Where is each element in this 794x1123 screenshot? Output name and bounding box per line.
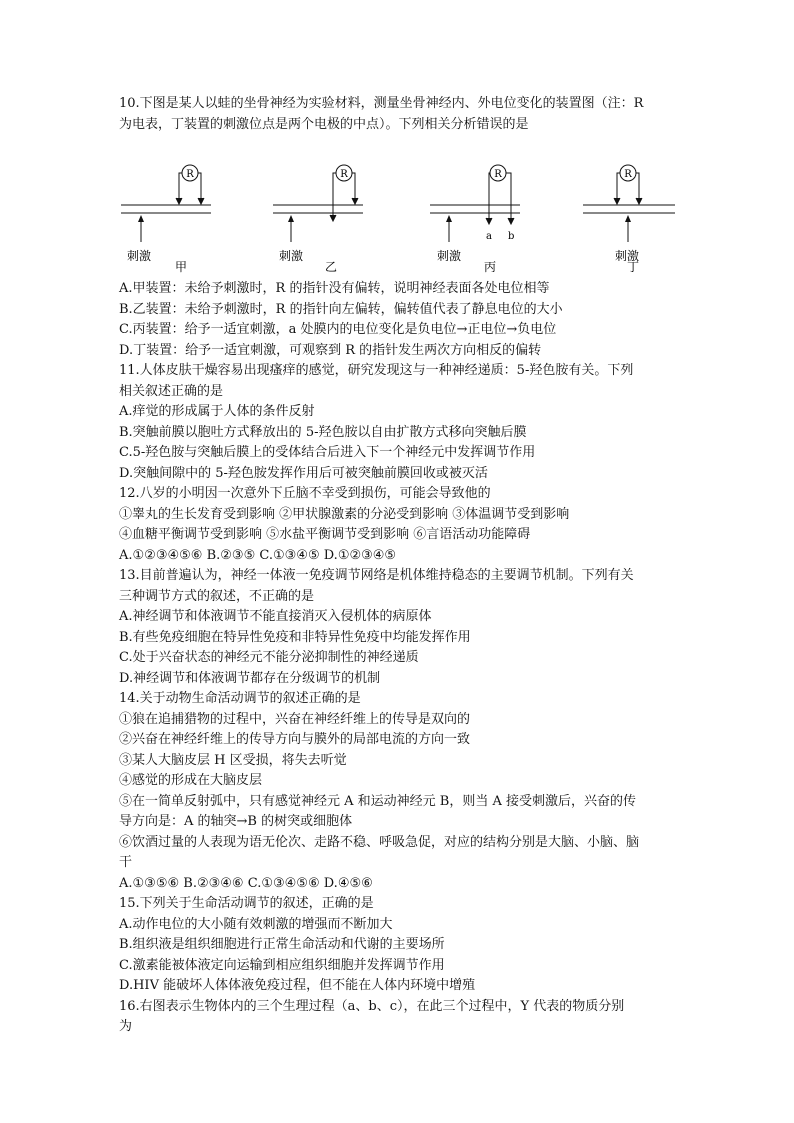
q13-option-a: A.神经调节和体液调节不能直接消灭入侵机体的病原体 bbox=[119, 609, 432, 624]
q10-stem-line2: 为电表，丁装置的刺激位点是两个电极的中点）。下列相关分析错误的是 bbox=[119, 116, 529, 132]
q14-item-6-line2: 干 bbox=[119, 855, 133, 870]
q11-option-d: D.突触间隙中的 5-羟色胺发挥作用后可被突触前膜回收或被灭活 bbox=[119, 465, 488, 481]
q15-option-b: B.组织液是组织细胞进行正常生命活动和代谢的主要场所 bbox=[119, 937, 445, 952]
svg-text:R: R bbox=[494, 169, 502, 180]
svg-text:a: a bbox=[486, 231, 492, 242]
svg-text:R: R bbox=[186, 169, 194, 180]
q10-option-c: C.丙装置：给予一适宜刺激，a 处膜内的电位变化是负电位→正电位→负电位 bbox=[119, 322, 557, 337]
svg-text:刺激: 刺激 bbox=[615, 249, 640, 263]
q10-stem-line1: 10.下图是某人以蛙的坐骨神经为实验材料，测量坐骨神经内、外电位变化的装置图（注：R bbox=[119, 96, 644, 111]
q16-stem-line2: 为 bbox=[119, 1019, 133, 1034]
q12-stem: 12.八岁的小明因一次意外下丘脑不幸受到损伤，可能会导致他的 bbox=[119, 486, 491, 501]
q11-stem-line2: 相关叙述正确的是 bbox=[119, 383, 224, 399]
q15-stem: 15.下列关于生命活动调节的叙述，正确的是 bbox=[119, 896, 374, 911]
q11-option-a: A.痒觉的形成属于人体的条件反射 bbox=[119, 404, 315, 419]
svg-text:R: R bbox=[340, 169, 348, 180]
q13-stem-line1: 13.目前普遍认为，神经一体液一免疫调节网络是机体维持稳态的主要调节机制。下列有关 bbox=[119, 568, 634, 583]
svg-text:刺激: 刺激 bbox=[127, 249, 152, 263]
svg-text:甲: 甲 bbox=[175, 260, 188, 274]
q13-stem-line2: 三种调节方式的叙述，不正确的是 bbox=[119, 588, 315, 604]
q10-option-d: D.丁装置：给予一适宜刺激，可观察到 R 的指针发生两次方向相反的偏转 bbox=[119, 342, 542, 358]
q13-option-d: D.神经调节和体液调节都存在分级调节的机制 bbox=[119, 670, 381, 686]
q10-option-a: A.甲装置：未给予刺激时，R 的指针没有偏转，说明神经表面各处电位相等 bbox=[119, 281, 550, 296]
svg-text:丙: 丙 bbox=[484, 260, 497, 274]
q14-item-2: ②兴奋在神经纤维上的传导方向与膜外的局部电流的方向一致 bbox=[119, 732, 471, 747]
svg-text:刺激: 刺激 bbox=[437, 249, 462, 263]
q10-figure bbox=[119, 137, 679, 274]
q14-item-5-line2: 导方向是：A 的轴突→B 的树突或细胞体 bbox=[119, 814, 353, 829]
q12-options: A.①②③④⑤⑥ B.②③⑤ C.①③④⑤ D.①②③④⑤ bbox=[119, 547, 397, 563]
q14-item-1: ①狼在追捕猎物的过程中，兴奋在神经纤维上的传导是双向的 bbox=[119, 711, 471, 727]
q11-stem-line1: 11.人体皮肤干燥容易出现瘙痒的感觉，研究发现这与一种神经递质：5-羟色胺有关。下列 bbox=[119, 363, 634, 378]
svg-text:R: R bbox=[624, 169, 632, 180]
q15-option-c: C.激素能被体液定向运输到相应组织细胞并发挥调节作用 bbox=[119, 957, 445, 973]
q14-options: A.①③⑤⑥ B.②③④⑥ C.①③④⑤⑥ D.④⑤⑥ bbox=[119, 875, 373, 891]
q14-item-6-line1: ⑥饮酒过量的人表现为语无伦次、走路不稳、呼吸急促，对应的结构分别是大脑、小脑、脑 bbox=[119, 834, 640, 850]
q12-items-line2: ④血糖平衡调节受到影响 ⑤水盐平衡调节受到影响 ⑥言语活动功能障碍 bbox=[119, 527, 531, 542]
q15-option-a: A.动作电位的大小随有效刺激的增强而不断加大 bbox=[119, 916, 393, 932]
q15-option-d: D.HIV 能破坏人体体液免疫过程，但不能在人体内环境中增殖 bbox=[119, 978, 476, 993]
q14-item-4: ④感觉的形成在大脑皮层 bbox=[119, 773, 263, 788]
svg-text:乙: 乙 bbox=[325, 260, 338, 274]
q16-stem-line1: 16.右图表示生物体内的三个生理过程（a、b、c），在此三个过程中，Y 代表的物质分别 bbox=[119, 998, 625, 1014]
q11-option-b: B.突触前膜以胞吐方式释放出的 5-羟色胺以自由扩散方式移向突触后膜 bbox=[119, 424, 527, 440]
q12-items-line1: ①睾丸的生长发育受到影响 ②甲状腺激素的分泌受到影响 ③体温调节受到影响 bbox=[119, 506, 570, 522]
svg-text:刺激: 刺激 bbox=[279, 249, 304, 263]
svg-text:b: b bbox=[508, 231, 515, 242]
q13-option-c: C.处于兴奋状态的神经元不能分泌抑制性的神经递质 bbox=[119, 650, 419, 665]
q14-stem: 14.关于动物生命活动调节的叙述正确的是 bbox=[119, 691, 361, 706]
q11-option-c: C.5-羟色胺与突触后膜上的受体结合后进入下一个神经元中发挥调节作用 bbox=[119, 445, 536, 460]
q13-option-b: B.有些免疫细胞在特异性免疫和非特异性免疫中均能发挥作用 bbox=[119, 629, 471, 645]
q10-option-b: B.乙装置：未给予刺激时，R 的指针向左偏转，偏转值代表了静息电位的大小 bbox=[119, 301, 563, 317]
exam-page bbox=[119, 94, 679, 1038]
q14-item-5-line1: ⑤在一简单反射弧中，只有感觉神经元 A 和运动神经元 B，则当 A 接受刺激后，兴奋的传 bbox=[119, 793, 636, 809]
svg-text:丁: 丁 bbox=[627, 260, 640, 274]
q14-item-3: ③某人大脑皮层 H 区受损，将失去听觉 bbox=[119, 752, 347, 768]
